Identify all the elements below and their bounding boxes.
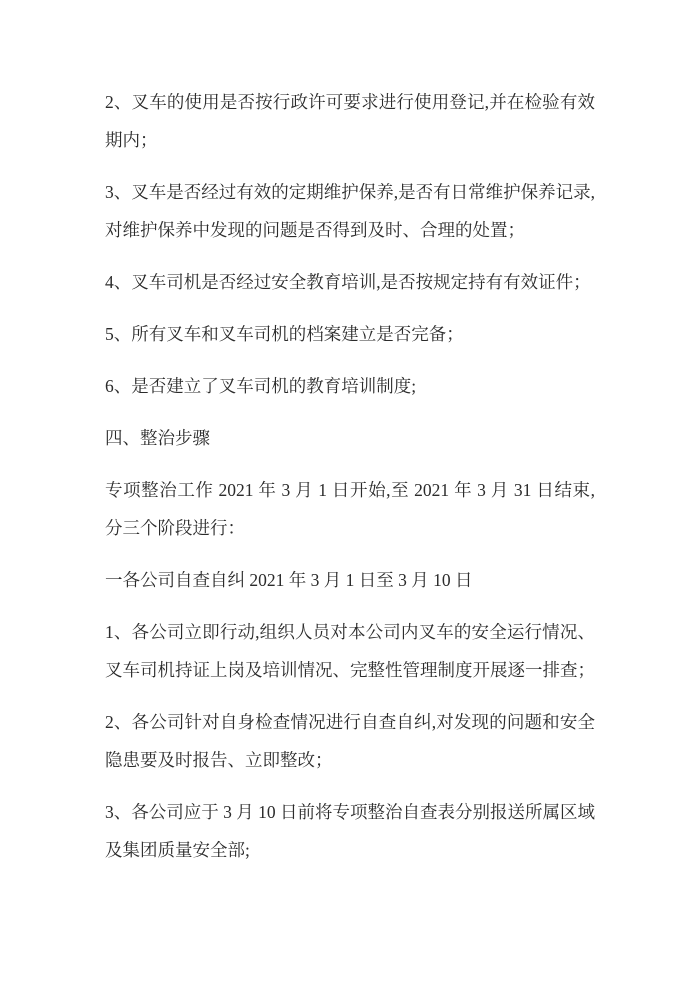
paragraph [105, 613, 595, 689]
text-line: 叉车司机持证上岗及培训情况、完整性管理制度开展逐一排查； [105, 660, 595, 680]
paragraph [105, 471, 595, 547]
text-line: 6、是否建立了叉车司机的教育培训制度; [105, 376, 417, 396]
text-line: 4、叉车司机是否经过安全教育培训,是否按规定持有有效证件； [105, 272, 591, 292]
text-line: 专项整治工作 2021 年 3 月 1 日开始,至 2021 年 3 月 31 日结束, [105, 480, 595, 500]
document-body [105, 83, 595, 883]
paragraph [105, 367, 595, 405]
text-line: 隐患要及时报告、立即整改； [105, 750, 333, 770]
paragraph [105, 83, 595, 159]
text-line: 一各公司自查自纠 2021 年 3 月 1 日至 3 月 10 日 [105, 570, 473, 590]
text-line: 3、各公司应于 3 月 10 日前将专项整治自查表分别报送所属区域 [105, 802, 595, 822]
paragraph [105, 263, 595, 301]
text-line: 期内； [105, 130, 158, 150]
text-line: 2、叉车的使用是否按行政许可要求进行使用登记,并在检验有效 [105, 92, 595, 112]
text-line: 3、叉车是否经过有效的定期维护保养,是否有日常维护保养记录, [105, 182, 595, 202]
paragraph [105, 173, 595, 249]
paragraph [105, 793, 595, 869]
paragraph [105, 561, 595, 599]
text-line: 5、所有叉车和叉车司机的档案建立是否完备； [105, 324, 464, 344]
text-line: 四、整治步骤 [105, 428, 210, 448]
paragraph [105, 315, 595, 353]
text-line: 2、各公司针对自身检查情况进行自查自纠,对发现的问题和安全 [105, 712, 595, 732]
text-line: 1、各公司立即行动,组织人员对本公司内叉车的安全运行情况、 [105, 622, 595, 642]
text-line: 分三个阶段进行： [105, 518, 245, 538]
paragraph [105, 703, 595, 779]
text-line: 对维护保养中发现的问题是否得到及时、合理的处置； [105, 220, 525, 240]
text-line: 及集团质量安全部; [105, 840, 250, 860]
paragraph [105, 419, 595, 457]
